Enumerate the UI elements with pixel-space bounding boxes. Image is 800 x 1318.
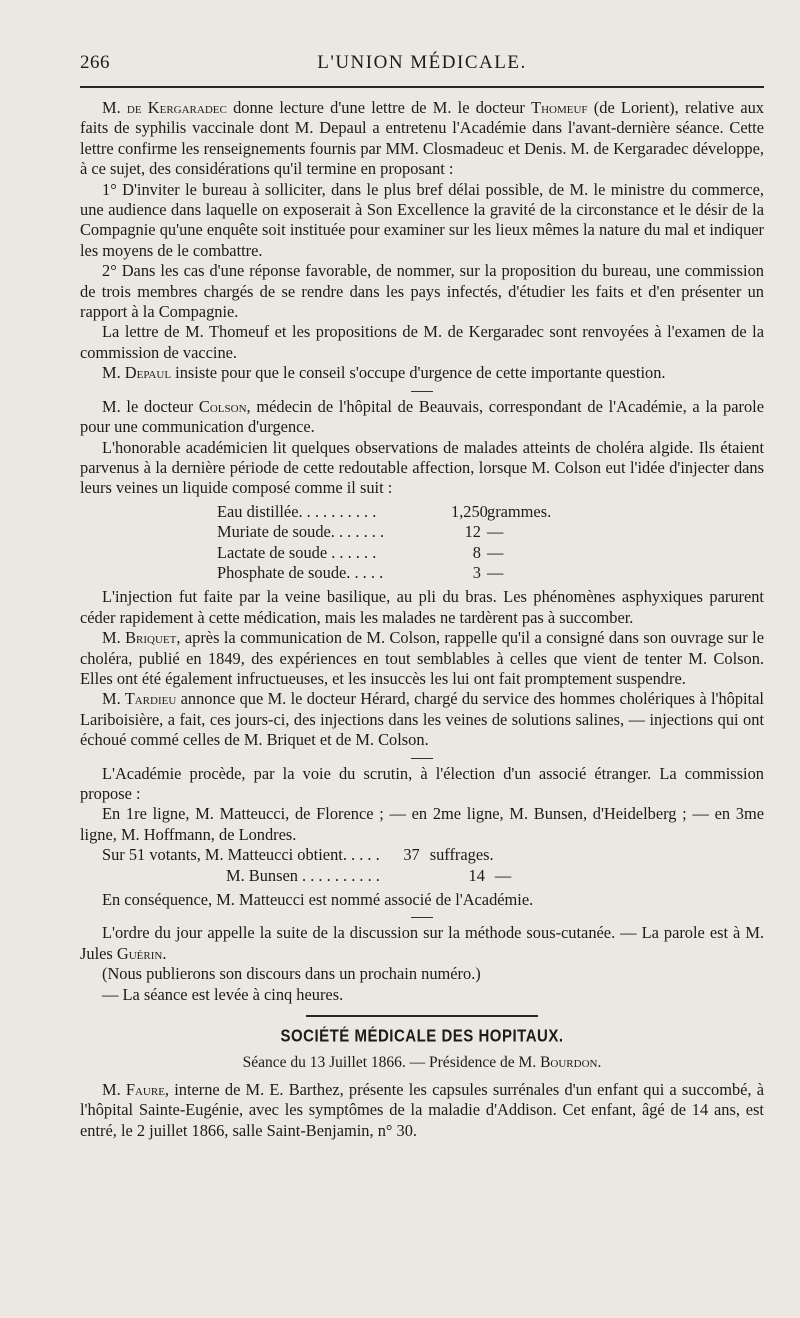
- paragraph-publication-note: (Nous publierons son discours dans un prochain numéro.): [102, 964, 481, 984]
- separator: [411, 391, 433, 392]
- vote-row: M. Bunsen . . . . . . . . . . 14 —: [226, 865, 512, 885]
- paragraph-tardieu: M. Tardieu annonce que M. le docteur Hérard, chargé du service des hommes cholériques à l'hôpital Lariboisière, a fait, ces jours-ci, des injections dans les veines de solutions salines, — injections qui ont échoué commé celles de M. Briquet et de M. Colson.: [80, 689, 764, 750]
- paragraph-candidates: En 1re ligne, M. Matteucci, de Florence ; — en 2me ligne, M. Bunsen, d'Heidelberg ; — en 3me ligne, M. Hoffmann, de Londres.: [80, 804, 764, 844]
- running-title: L'UNION MÉDICALE.: [317, 52, 527, 73]
- paragraph-observations: L'honorable académicien lit quelques observations de malades atteints de choléra algide. Ils étaient parvenus à la dernière période de cette redoutable affection, lorsque M. Colson eut l'idée d'injecter dans leurs veines un liquide composé comme il suit :: [80, 437, 764, 498]
- paragraph-proposal-1: 1° D'inviter le bureau à solliciter, dans le plus bref délai possible, de M. le ministre du commerce, une audience dans laquelle on exposerait à Son Excellence la gravité de la circonstance et le désir de la Compagnie qu'une enquête soit instituée pour examiner sur les lieux mêmes la nature du mal et indiquer les moyens de le combattre.: [80, 179, 764, 260]
- paragraph-adjournment: — La séance est levée à cinq heures.: [102, 984, 344, 1004]
- paragraph-kergaradec: M. de Kergaradec donne lecture d'une lettre de M. le docteur Thomeuf (de Lorient), relative aux faits de syphilis vaccinale dont M. Depaul a entretenu l'Académie dans l'avant-dernière séance. Cette lettre confirme les renseignements fournis par MM. Closmadeuc et Denis. M. de Kergaradec développe, à ce sujet, des considérations qu'il termine en proposant :: [80, 98, 764, 179]
- separator: [411, 917, 433, 918]
- section-rule: [306, 1015, 538, 1017]
- paragraph-faure: M. Faure, interne de M. E. Barthez, présente les capsules surrénales d'un enfant qui a succombé, à l'hôpital Sainte-Eugénie, avec les symptômes de la maladie d'Addison. Cet enfant, âgé de 14 ans, est entré, le 2 juillet 1866, salle Saint-Benjamin, n° 30.: [80, 1079, 764, 1140]
- paragraph-order-of-day: L'ordre du jour appelle la suite de la discussion sur la méthode sous-cutanée. — La parole est à M. Jules Guérin.: [80, 923, 764, 963]
- paragraph-briquet: M. Briquet, après la communication de M. Colson, rappelle qu'il a consigné dans son ouvrage sur le choléra, publié en 1849, des expériences en tout semblables à celles que vient de tenter M. Colson. Elles ont été également infructueuses, et les insuccès les lui ont fait promptement suspendre.: [80, 628, 764, 688]
- page-header: [80, 52, 764, 78]
- formula-row: Muriate de soude. . . . . . . 12 —: [217, 522, 504, 542]
- vote-row: Sur 51 votants, M. Matteucci obtient. . . . . 37 suffrages.: [102, 845, 494, 865]
- formula-row: Phosphate de soude. . . . . 3 —: [217, 562, 504, 582]
- paragraph-colson: M. le docteur Colson, médecin de l'hôpital de Beauvais, correspondant de l'Académie, a la parole pour une communication d'urgence.: [80, 396, 764, 437]
- paragraph-result: En conséquence, M. Matteucci est nommé associé de l'Académie.: [102, 889, 534, 909]
- paragraph-depaul: M. Depaul insiste pour que le conseil s'occupe d'urgence de cette importante question.: [102, 363, 666, 383]
- separator: [411, 758, 433, 759]
- formula-row: Eau distillée. . . . . . . . . . 1,250 grammes.: [217, 501, 552, 521]
- header-rule: [80, 86, 764, 88]
- section-subtitle: Séance du 13 Juillet 1866. — Présidence de M. Bourdon.: [242, 1054, 602, 1072]
- section-title: SOCIÉTÉ MÉDICALE DES HOPITAUX.: [280, 1026, 564, 1047]
- paragraph-referral: La lettre de M. Thomeuf et les propositions de M. de Kergaradec sont renvoyées à l'examen de la commission de vaccine.: [80, 322, 764, 362]
- formula-row: Lactate de soude . . . . . . 8 —: [217, 542, 504, 562]
- page-number: 266: [80, 52, 110, 73]
- paragraph-election: L'Académie procède, par la voie du scrutin, à l'élection d'un associé étranger. La commission propose :: [80, 763, 764, 803]
- article-body: [80, 98, 764, 1141]
- paragraph-injection: L'injection fut faite par la veine basilique, au pli du bras. Les phénomènes asphyxiques parurent céder rapidement à cette médication, mais les malades ne tardèrent pas à succomber.: [80, 587, 764, 627]
- paragraph-proposal-2: 2° Dans les cas d'une réponse favorable, de nommer, sur la proposition du bureau, une commission de trois membres chargés de se rendre dans les pays infectés, d'étudier les faits et d'en présenter un rapport à la Compagnie.: [80, 261, 764, 322]
- injection-formula: [217, 502, 577, 584]
